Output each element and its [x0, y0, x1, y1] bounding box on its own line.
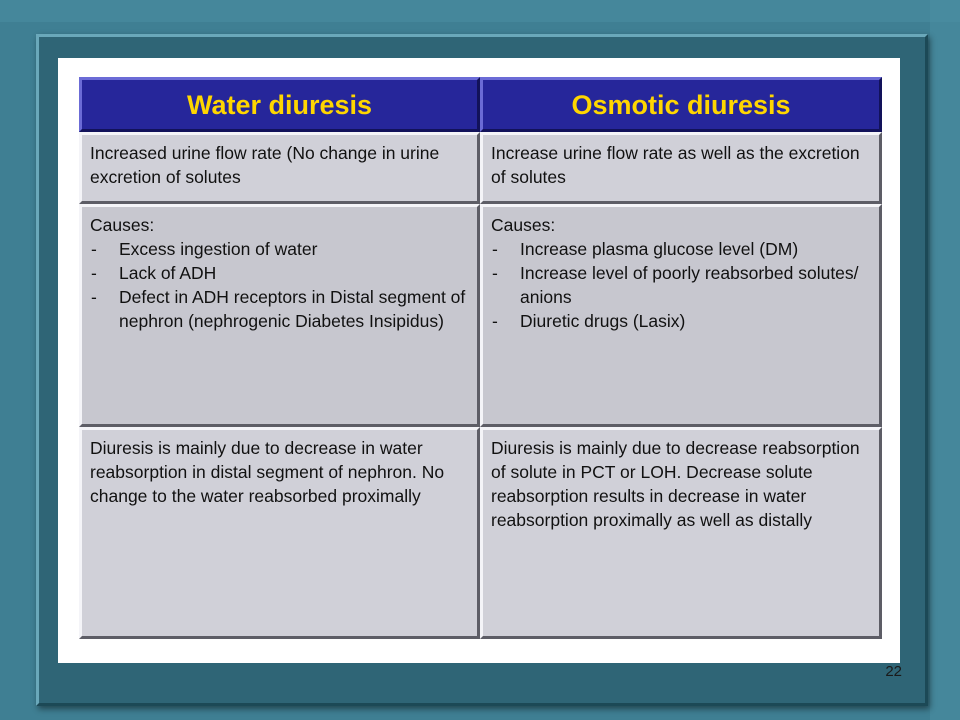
list-item: - Diuretic drugs (Lasix) — [491, 309, 873, 333]
comparison-table — [79, 77, 882, 639]
water-causes-list — [90, 237, 471, 333]
list-item: - Lack of ADH — [90, 261, 471, 285]
water-mechanism-cell: Diuresis is mainly due to decrease in water reabsorption in distal segment of nephron. No change to the water reabsorbed proximally — [79, 427, 480, 639]
water-causes-label: Causes: — [90, 215, 155, 235]
header-water-diuresis: Water diuresis — [79, 77, 480, 132]
background-stripe — [0, 0, 960, 22]
list-item: - Excess ingestion of water — [90, 237, 471, 261]
list-item: - Increase level of poorly reabsorbed solutes/ anions — [491, 261, 873, 309]
osmotic-causes-label: Causes: — [491, 215, 556, 235]
header-osmotic-diuresis: Osmotic diuresis — [480, 77, 882, 132]
list-item: - Defect in ADH receptors in Distal segment of nephron (nephrogenic Diabetes Insipidus) — [90, 285, 471, 333]
osmotic-flow-cell: Increase urine flow rate as well as the excretion of solutes — [480, 132, 882, 204]
water-flow-cell: Increased urine flow rate (No change in urine excretion of solutes — [79, 132, 480, 204]
osmotic-causes-list — [491, 237, 873, 333]
list-item: - Increase plasma glucose level (DM) — [491, 237, 873, 261]
page-number: 22 — [885, 663, 902, 680]
osmotic-causes-cell — [480, 204, 882, 427]
background-stripe — [930, 0, 960, 720]
osmotic-mechanism-cell: Diuresis is mainly due to decrease reabsorption of solute in PCT or LOH. Decrease solute reabsorption results in decrease in water reabsorption proximally as well as distally — [480, 427, 882, 639]
water-causes-cell — [79, 204, 480, 427]
